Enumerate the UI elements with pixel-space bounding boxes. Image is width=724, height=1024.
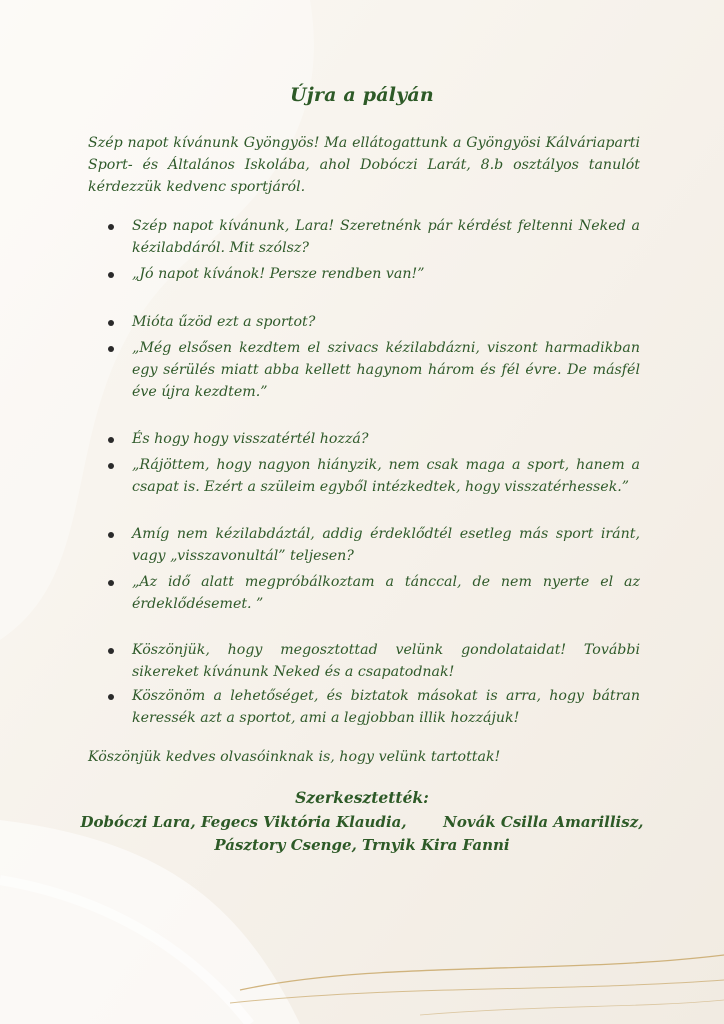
bullet-icon	[108, 694, 114, 700]
answer-item	[132, 263, 640, 285]
bullet-icon	[108, 346, 114, 352]
answer-item	[132, 571, 640, 615]
article-intro: Szép napot kívánunk Gyöngyös! Ma ellátogattunk a Gyöngyösi Kálváriaparti Sport- és Általános Iskolába, ahol Dobóczi Larát, 8.b osztályos tanulót kérdezzük kedvenc sportjáról.	[88, 135, 640, 195]
bullet-icon	[108, 532, 114, 538]
bullet-icon	[108, 463, 114, 469]
question-item	[132, 428, 640, 450]
answer-text: „Rájöttem, hogy nagyon hiányzik, nem csak maga a sport, hanem a csapat is. Ezért a szüleim egyből intézkedtek, hogy visszatérhessek.”	[132, 457, 640, 495]
credits-title: Szerkesztették:	[295, 788, 429, 807]
question-item	[132, 311, 640, 333]
question-text: Köszönjük, hogy megosztottad velünk gondolataidat! További sikereket kívánunk Neked és a csapatodnak!	[132, 642, 640, 680]
answer-item	[132, 337, 640, 403]
question-text: Szép napot kívánunk, Lara! Szeretnénk pár kérdést feltenni Neked a kézilabdáról. Mit szólsz?	[132, 218, 640, 256]
answer-text: „Jó napot kívánok! Persze rendben van!”	[132, 266, 425, 282]
question-item	[132, 215, 640, 259]
bullet-icon	[108, 224, 114, 230]
question-item	[132, 523, 640, 567]
closing-text: Köszönjük kedves olvasóinknak is, hogy velünk tartottak!	[88, 749, 501, 765]
bullet-icon	[108, 320, 114, 326]
answer-text: Köszönöm a lehetőséget, és biztatok másokat is arra, hogy bátran keressék azt a sportot, ami a legjobban illik hozzájuk!	[132, 688, 640, 726]
bullet-icon	[108, 580, 114, 586]
answer-text: „Az idő alatt megpróbálkoztam a tánccal, de nem nyerte el az érdeklődésemet. ”	[132, 574, 640, 612]
bullet-icon	[108, 648, 114, 654]
bullet-icon	[108, 437, 114, 443]
answer-text: „Még elsősen kezdtem el szivacs kézilabdázni, viszont harmadikban egy sérülés miatt abba kellett hagynom három és fél évre. De másfél éve újra kezdtem.”	[132, 340, 640, 400]
answer-item	[132, 685, 640, 729]
credits-names-line-1: Dobóczi Lara, Fegecs Viktória Klaudia, Novák Csilla Amarillisz,	[80, 813, 644, 831]
question-item	[132, 639, 640, 683]
question-text: Mióta űzöd ezt a sportot?	[132, 314, 316, 330]
question-text: És hogy hogy visszatértél hozzá?	[132, 431, 369, 447]
article-title: Újra a pályán	[290, 84, 434, 106]
credits-names-line-2: Pásztory Csenge, Trnyik Kira Fanni	[214, 836, 510, 854]
bullet-icon	[108, 272, 114, 278]
question-text: Amíg nem kézilabdáztál, addig érdeklődtél esetleg más sport iránt, vagy „visszavonultál” teljesen?	[132, 526, 640, 564]
answer-item	[132, 454, 640, 498]
